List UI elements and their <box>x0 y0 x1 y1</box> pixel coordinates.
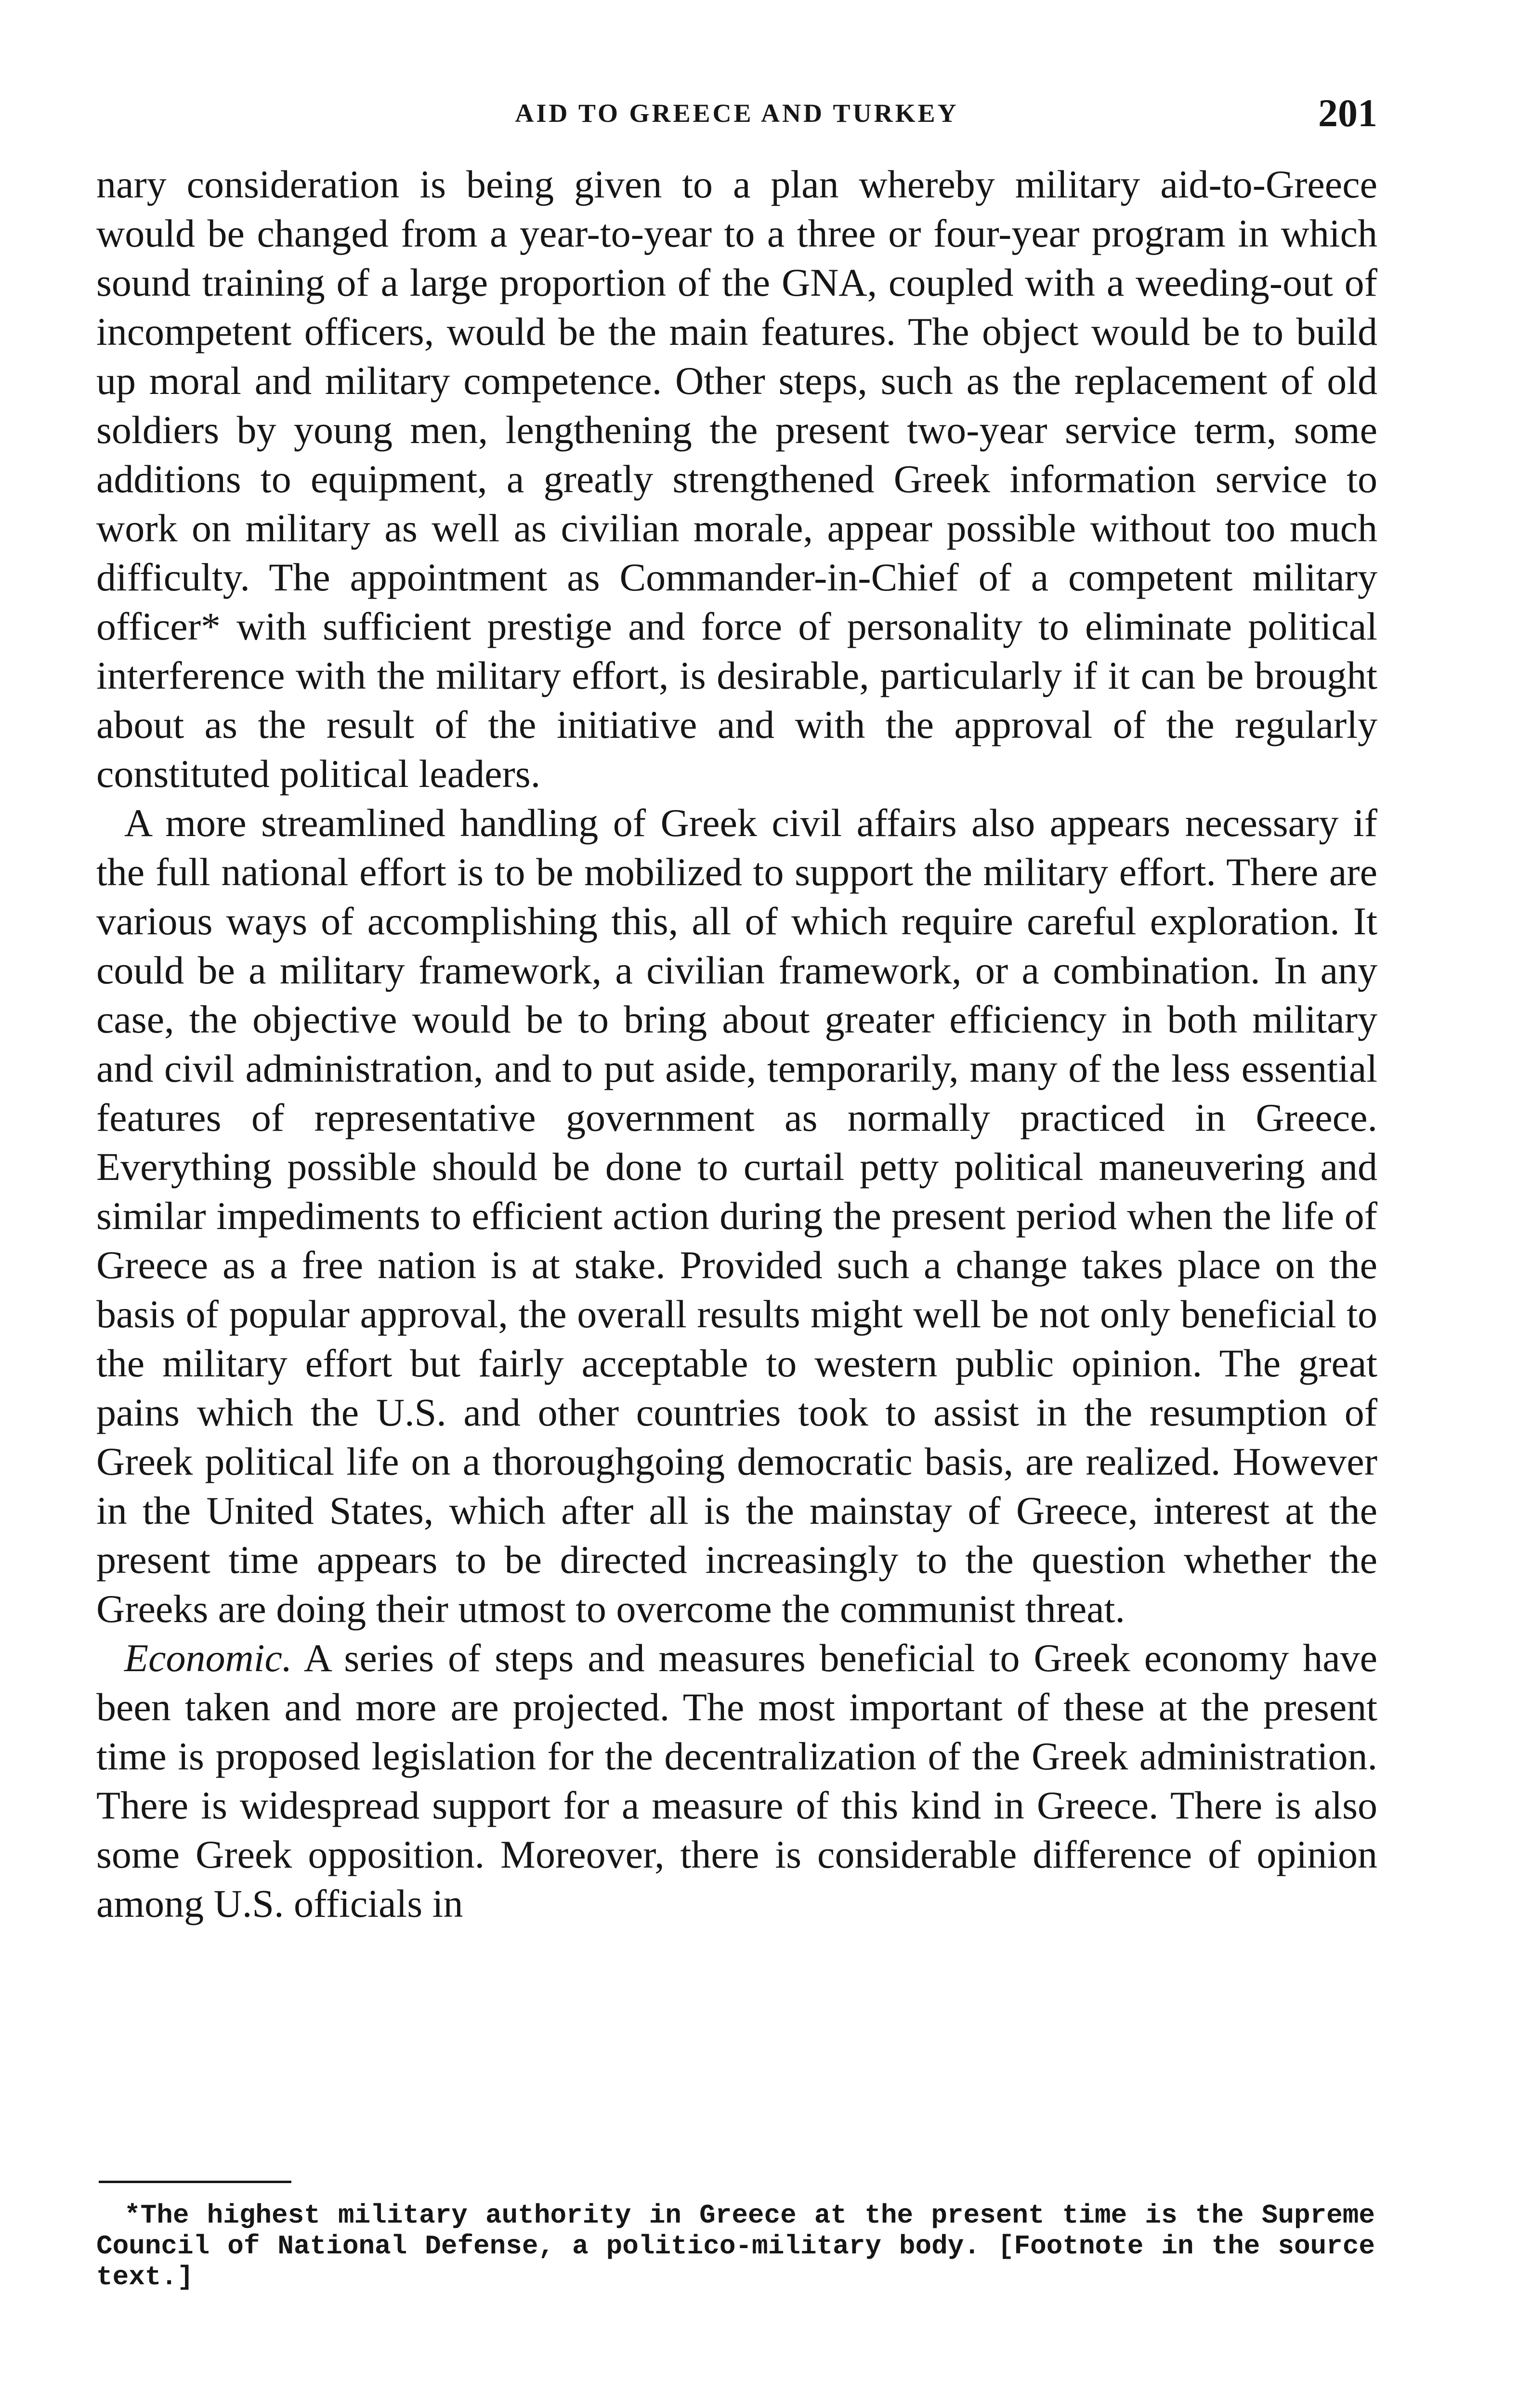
running-title: AID TO GREECE AND TURKEY <box>515 99 959 128</box>
paragraph-continued: nary consideration is being given to a plan whereby military aid-to-Greece would be changed from a year-to-year to a three or four-year program in which sound training of a large proportion of the GNA, coupled with a weeding-out of incompetent officers, would be the main features. The object would be to build up moral and military competence. Other steps, such as the replacement of old soldiers by young men, lengthening the present two-year service term, some additions to equipment, a greatly strengthened Greek information service to work on military as well as civilian morale, appear possible without too much difficulty. The appointment as Commander-in-Chief of a competent military officer* with sufficient prestige and force of personality to eliminate political interference with the military effort, is desirable, particularly if it can be brought about as the result of the initiative and with the approval of the regularly constituted political leaders. <box>96 162 1377 796</box>
footnote: *The highest military authority in Greece at the present time is the Supreme Council of National Defense, a politico-military body. [Footnote in the source text.] <box>96 2200 1375 2292</box>
section-heading-economic: Economic. <box>124 1636 292 1680</box>
body-text <box>96 160 1377 1928</box>
paragraph-economic <box>96 1634 1377 1928</box>
paragraph-civil-affairs: A more streamlined handling of Greek civil affairs also appears necessary if the full national effort is to be mobilized to support the military effort. There are various ways of accomplishing this, all of which require careful exploration. It could be a military framework, a civilian framework, or a combination. In any case, the objective would be to bring about greater efficiency in both military and civil administration, and to put aside, temporarily, many of the less essential features of representative government as normally practiced in Greece. Everything possible should be done to curtail petty political maneuvering and similar impediments to efficient action during the present period when the life of Greece as a free nation is at stake. Provided such a change takes place on the basis of popular approval, the overall results might well be not only beneficial to the military effort but fairly acceptable to western public opinion. The great pains which the U.S. and other countries took to assist in the resumption of Greek political life on a thoroughgoing democratic basis, are realized. However in the United States, which after all is the mainstay of Greece, interest at the present time appears to be directed increasingly to the question whether the Greeks are doing their utmost to overcome the communist threat. <box>96 801 1377 1631</box>
footnote-rule <box>99 2181 291 2183</box>
running-head <box>96 91 1377 144</box>
page-number: 201 <box>1318 91 1377 135</box>
paragraph-economic-text: A series of steps and measures beneficial to Greek economy have been taken and more are projected. The most important of these at the present time is proposed legislation for the decentralization of the Greek administration. There is widespread support for a measure of this kind in Greece. There is also some Greek opposition. Moreover, there is considerable difference of opinion among U.S. officials in <box>96 1636 1377 1925</box>
